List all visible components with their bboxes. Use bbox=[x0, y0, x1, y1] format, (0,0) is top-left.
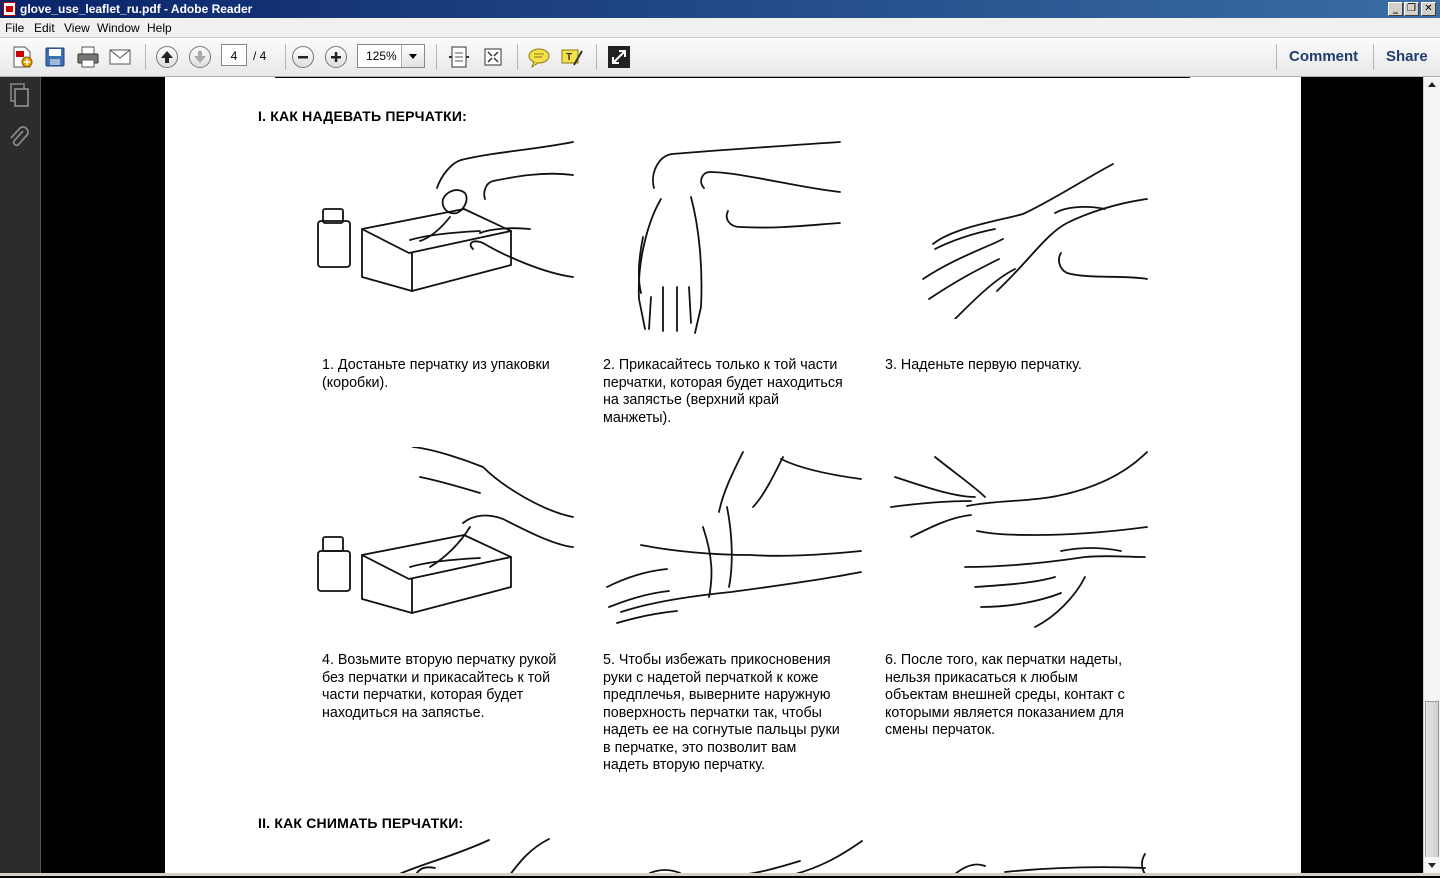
illustration-remove-1 bbox=[385, 835, 555, 876]
illustration-step-5 bbox=[603, 447, 865, 637]
toolbar-separator bbox=[517, 44, 518, 70]
step-2-caption: 2. Прикасайтесь только к той части перчатки, которая будет находиться на запястье (верхний край манжеты). bbox=[603, 357, 843, 426]
create-pdf-icon[interactable] bbox=[10, 45, 34, 69]
sticky-note-icon[interactable] bbox=[527, 45, 551, 69]
toolbar bbox=[0, 38, 1440, 77]
fit-page-icon[interactable] bbox=[447, 45, 471, 69]
toolbar-separator bbox=[1373, 44, 1374, 70]
window-title-bar bbox=[0, 0, 1440, 18]
plus-icon bbox=[328, 49, 344, 65]
menu-file[interactable]: File bbox=[5, 21, 25, 35]
comment-button[interactable]: Comment bbox=[1289, 48, 1359, 65]
vertical-scrollbar[interactable] bbox=[1423, 77, 1440, 873]
pdf-page bbox=[165, 77, 1301, 876]
minus-icon bbox=[295, 49, 311, 65]
minimize-button[interactable]: _ bbox=[1388, 2, 1403, 16]
toolbar-separator bbox=[145, 44, 146, 70]
adobe-reader-icon bbox=[3, 2, 16, 16]
toolbar-separator bbox=[436, 44, 437, 70]
chevron-down-icon[interactable] bbox=[401, 45, 424, 67]
close-button[interactable]: ✕ bbox=[1421, 2, 1436, 16]
svg-text:T: T bbox=[566, 52, 573, 63]
caret-up-icon bbox=[1424, 77, 1440, 93]
navigation-pane bbox=[0, 77, 41, 876]
save-icon[interactable] bbox=[43, 45, 67, 69]
illustration-step-1 bbox=[310, 137, 580, 297]
menu-help[interactable]: Help bbox=[147, 21, 172, 35]
toolbar-separator bbox=[596, 44, 597, 70]
full-width-icon[interactable] bbox=[481, 45, 505, 69]
scroll-down-button[interactable] bbox=[1424, 857, 1440, 873]
section-heading-take-off: II. КАК СНИМАТЬ ПЕРЧАТКИ: bbox=[258, 815, 464, 831]
illustration-remove-2 bbox=[640, 837, 870, 876]
scroll-thumb[interactable] bbox=[1425, 701, 1439, 867]
window-title: glove_use_leaflet_ru.pdf - Adobe Reader bbox=[20, 2, 253, 16]
step-3-caption: 3. Наденьте первую перчатку. bbox=[885, 357, 1082, 373]
menu-view[interactable]: View bbox=[64, 21, 90, 35]
toolbar-separator bbox=[285, 44, 286, 70]
zoom-in-button[interactable] bbox=[325, 46, 347, 68]
menu-bar bbox=[0, 18, 1440, 38]
expand-icon[interactable] bbox=[607, 45, 631, 69]
step-1-caption: 1. Достаньте перчатку из упаковки (коробки). bbox=[322, 357, 550, 391]
menu-edit[interactable]: Edit bbox=[34, 21, 55, 35]
page-total: / 4 bbox=[253, 49, 267, 63]
page-divider bbox=[275, 77, 1190, 78]
illustration-step-6 bbox=[885, 447, 1151, 637]
arrow-down-icon bbox=[192, 49, 208, 65]
share-button[interactable]: Share bbox=[1386, 48, 1428, 65]
zoom-out-button[interactable] bbox=[292, 46, 314, 68]
illustration-step-2 bbox=[633, 137, 848, 337]
print-icon[interactable] bbox=[76, 45, 100, 69]
step-5-caption: 5. Чтобы избежать прикосновения руки с надетой перчаткой к коже предплечья, выверните наружную поверхность перчатки так, чтобы надеть ее на согнутые пальцы руки в перчатке, это позволит вам надеть вторую перчатку. bbox=[603, 652, 840, 773]
email-icon[interactable] bbox=[108, 45, 132, 69]
highlight-text-icon[interactable] bbox=[560, 45, 584, 69]
section-heading-put-on: I. КАК НАДЕВАТЬ ПЕРЧАТКИ: bbox=[258, 108, 467, 124]
illustration-step-4 bbox=[310, 447, 580, 622]
previous-page-button[interactable] bbox=[156, 46, 178, 68]
attachments-icon[interactable] bbox=[8, 125, 30, 151]
step-6-caption: 6. После того, как перчатки надеты, нельзя прикасаться к любым объектам внешней среды, контакт с которыми является показанием для смены перчаток. bbox=[885, 652, 1125, 738]
scroll-up-button[interactable] bbox=[1424, 77, 1440, 93]
restore-button[interactable]: ❐ bbox=[1404, 2, 1419, 16]
pages-panel-icon[interactable] bbox=[7, 83, 31, 109]
page-number-input[interactable]: 4 bbox=[221, 44, 247, 66]
caret-down-icon bbox=[1424, 857, 1440, 873]
arrow-up-icon bbox=[159, 49, 175, 65]
menu-window[interactable]: Window bbox=[97, 21, 140, 35]
step-4-caption: 4. Возьмите вторую перчатку рукой без перчатки и прикасайтесь к той части перчатки, которая будет находиться на запястье. bbox=[322, 652, 557, 721]
next-page-button[interactable] bbox=[189, 46, 211, 68]
illustration-step-3 bbox=[915, 159, 1155, 319]
zoom-select[interactable] bbox=[357, 44, 425, 68]
toolbar-separator bbox=[1276, 44, 1277, 70]
zoom-value: 125% bbox=[366, 49, 397, 63]
